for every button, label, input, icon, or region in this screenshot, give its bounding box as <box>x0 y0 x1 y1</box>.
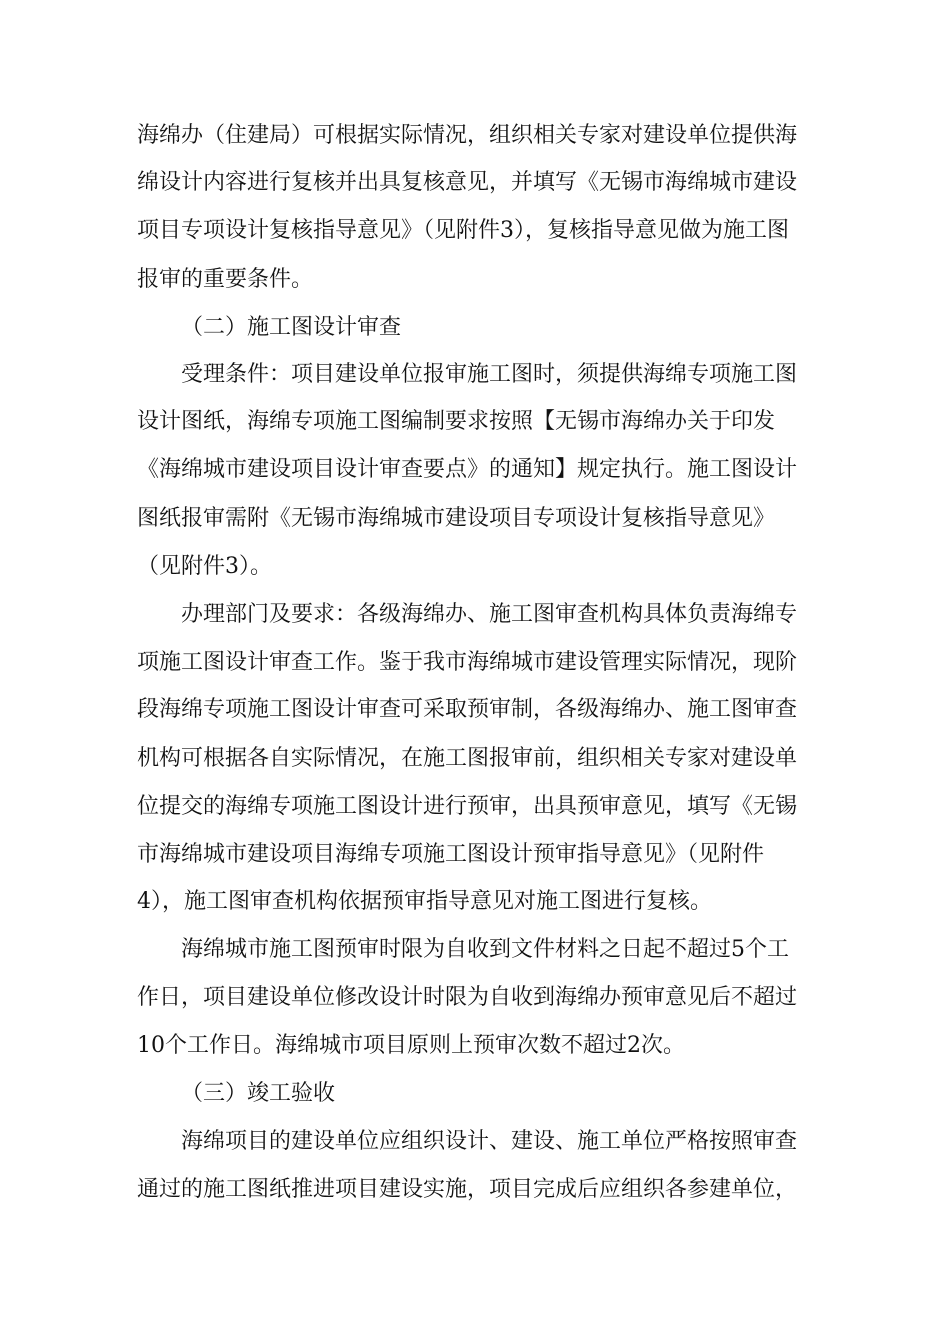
paragraph-line: 4），施工图审查机构依据预审指导意见对施工图进行复核。 <box>137 889 712 914</box>
paragraph-line: 10个工作日。海绵城市项目原则上预审次数不超过2次。 <box>137 1033 685 1058</box>
section-heading: （二）施工图设计审查 <box>181 315 402 340</box>
paragraph-line: 绵设计内容进行复核并出具复核意见，并填写《无锡市海绵城市建设 <box>137 170 798 195</box>
paragraph-line: 受理条件：项目建设单位报审施工图时，须提供海绵专项施工图 <box>181 362 798 387</box>
paragraph-line: 市海绵城市建设项目海绵专项施工图设计预审指导意见》（见附件 <box>137 842 765 867</box>
paragraph-line: 位提交的海绵专项施工图设计进行预审，出具预审意见，填写《无锡 <box>137 794 798 819</box>
paragraph-line: 图纸报审需附《无锡市海绵城市建设项目专项设计复核指导意见》 <box>137 506 776 531</box>
paragraph-line: 项目专项设计复核指导意见》（见附件3），复核指导意见做为施工图 <box>137 218 789 243</box>
paragraph-line: 海绵办（住建局）可根据实际情况，组织相关专家对建设单位提供海 <box>137 123 798 148</box>
paragraph-line: 设计图纸，海绵专项施工图编制要求按照【无锡市海绵办关于印发 <box>137 409 776 434</box>
paragraph-line: 海绵项目的建设单位应组织设计、建设、施工单位严格按照审查 <box>181 1129 798 1154</box>
paragraph-line: 海绵城市施工图预审时限为自收到文件材料之日起不超过5个工 <box>181 937 789 962</box>
paragraph-line: 作日，项目建设单位修改设计时限为自收到海绵办预审意见后不超过 <box>137 985 798 1010</box>
paragraph-line: 办理部门及要求：各级海绵办、施工图审查机构具体负责海绵专 <box>181 602 798 627</box>
paragraph-line: 项施工图设计审查工作。鉴于我市海绵城市建设管理实际情况，现阶 <box>137 650 798 675</box>
paragraph-line: 报审的重要条件。 <box>137 267 314 292</box>
paragraph-line: （见附件3）。 <box>137 554 272 579</box>
paragraph-line: 机构可根据各自实际情况，在施工图报审前，组织相关专家对建设单 <box>137 746 798 771</box>
section-heading: （三）竣工验收 <box>181 1081 336 1106</box>
paragraph-line: 段海绵专项施工图设计审查可采取预审制，各级海绵办、施工图审查 <box>137 697 798 722</box>
paragraph-line: 《海绵城市建设项目设计审查要点》的通知】规定执行。施工图设计 <box>137 457 798 482</box>
paragraph-line: 通过的施工图纸推进项目建设实施，项目完成后应组织各参建单位， <box>137 1177 798 1202</box>
